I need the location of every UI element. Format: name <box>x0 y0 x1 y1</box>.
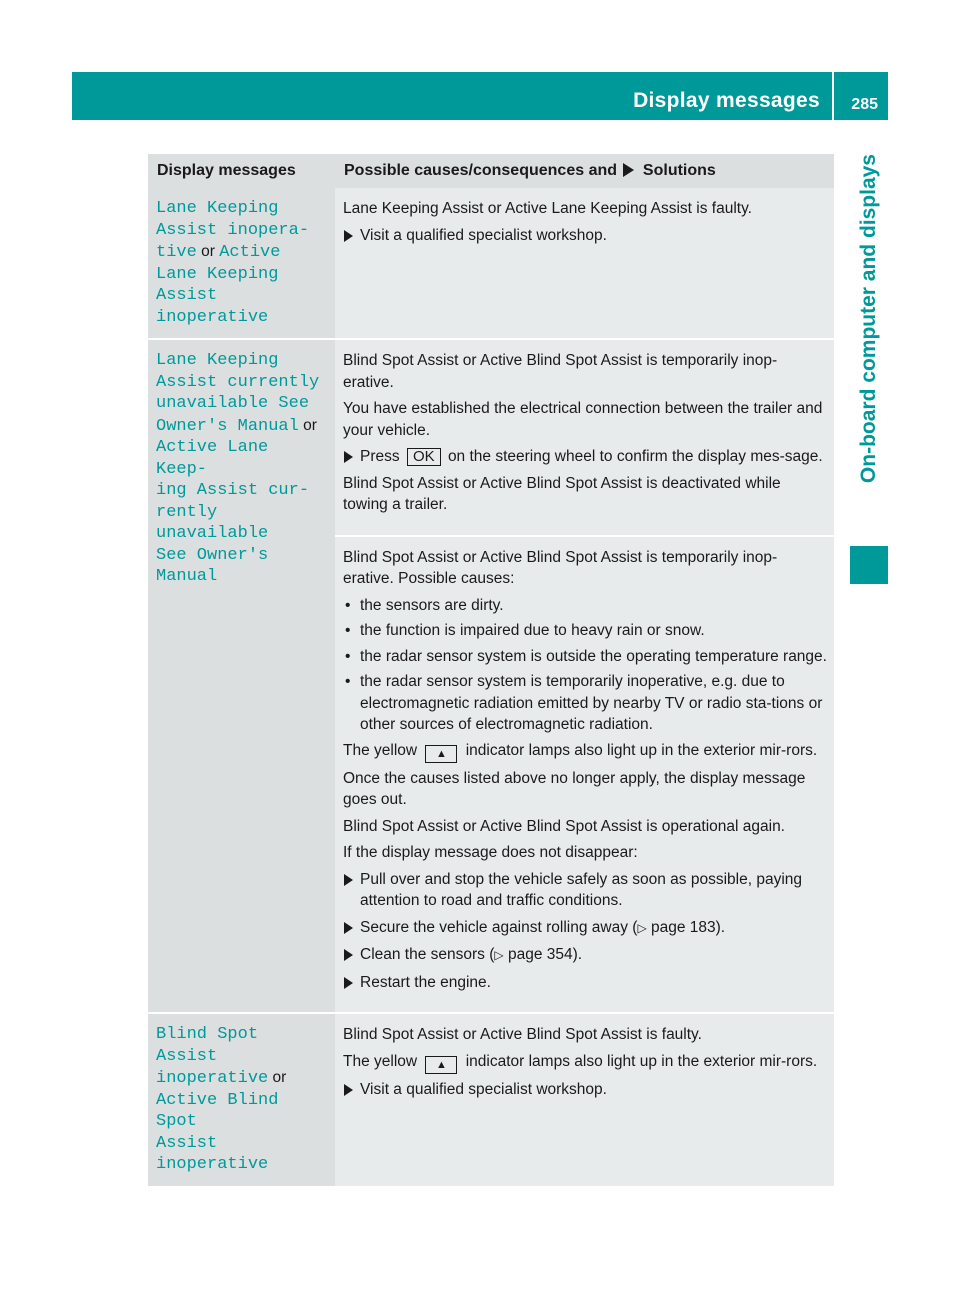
message-line: Assist inoperative <box>156 286 269 327</box>
description-text <box>343 1051 828 1074</box>
page-ref[interactable]: page 354). <box>507 946 583 963</box>
message-line: Lane Keeping <box>156 264 279 284</box>
step-text: Secure the vehicle against rolling away ( <box>360 918 638 936</box>
page-ref-arrow-icon: ▷ <box>637 920 647 935</box>
message-line: Owner's Manual <box>156 416 299 436</box>
col-header-causes-solutions <box>335 154 834 188</box>
message-cell <box>148 339 335 1013</box>
col-header-display-messages: Display messages <box>148 154 335 188</box>
yellow-text: The yellow <box>343 1052 418 1070</box>
message-line: unavailable See <box>156 394 310 413</box>
description-text: If the display message does not disappear: <box>343 844 638 861</box>
solution-step <box>343 944 828 967</box>
message-line: Active Lane Keep- <box>156 438 269 479</box>
message-line: Lane Keeping <box>156 199 279 218</box>
message-line: Blind Spot Assist <box>156 1025 259 1066</box>
page-header <box>72 72 888 120</box>
table-row <box>148 188 834 339</box>
cause-bullet: • the radar sensor system is outside the operating temperature range. <box>343 646 828 668</box>
yellow-text-rest: indicator lamps also light up in the exterior mir-rors. <box>465 1052 818 1070</box>
description-text <box>343 740 828 763</box>
message-line: Assist inopera- <box>156 220 310 240</box>
description-text: Blind Spot Assist or Active Blind Spot Assist is operational again. <box>343 817 785 835</box>
side-tab-label: On-board computer and displays <box>857 154 880 484</box>
message-line: Lane Keeping <box>156 351 279 370</box>
ok-key-icon: OK <box>407 448 441 466</box>
table-row <box>148 1013 834 1187</box>
blind-spot-lamp-icon: ▲ <box>425 1056 457 1074</box>
description-text: Blind Spot Assist or Active Blind Spot Assist is deactivated while towing a trailer. <box>343 474 781 513</box>
message-line: tive <box>156 243 197 262</box>
cause-bullet: • the radar sensor system is temporarily inoperative, e.g. due to electromagnetic radiation emitted by nearby TV or radio sta-tions or other sources of electromagnetic radiation. <box>343 671 828 736</box>
yellow-text: The yellow <box>343 741 418 759</box>
or-word: or <box>303 416 317 434</box>
message-cell <box>148 1013 335 1187</box>
header-divider <box>832 72 834 120</box>
solution-step <box>343 446 828 468</box>
solution-step: Visit a qualified specialist workshop. <box>343 1079 828 1101</box>
description-text: Blind Spot Assist or Active Blind Spot Assist is temporarily inop-erative. <box>343 352 778 391</box>
page-number: 285 <box>851 96 878 113</box>
description-text: Lane Keeping Assist or Active Lane Keeping Assist is faulty. <box>343 200 752 217</box>
message-line: Assist inoperative <box>156 1133 269 1174</box>
table-header-row <box>148 154 834 188</box>
description-cell <box>335 536 834 1014</box>
step-text: Press <box>360 448 400 465</box>
yellow-text-rest: indicator lamps also light up in the exterior mir-rors. <box>465 741 818 759</box>
description-cell <box>335 1013 834 1187</box>
description-text: Blind Spot Assist or Active Blind Spot Assist is temporarily inop-erative. Possible causes: <box>343 548 778 587</box>
page-ref-arrow-icon: ▷ <box>494 948 504 962</box>
message-line: rently unavailable <box>156 502 269 543</box>
description-text: Blind Spot Assist or Active Blind Spot Assist is faulty. <box>343 1026 702 1043</box>
col-header-causes: Possible causes/consequences and <box>344 162 618 179</box>
cause-bullet: • the function is impaired due to heavy rain or snow. <box>343 620 828 642</box>
description-text: Once the causes listed above no longer apply, the display message goes out. <box>343 769 806 808</box>
message-line: Assist currently <box>156 372 320 392</box>
description-cell <box>335 339 834 536</box>
solution-step: Visit a qualified specialist workshop. <box>343 225 828 247</box>
solution-step <box>343 917 828 940</box>
solution-step: Pull over and stop the vehicle safely as soon as possible, paying attention to road and traffic conditions. <box>343 869 828 912</box>
page-ref[interactable]: page 183). <box>650 918 726 936</box>
description-text: You have established the electrical connection between the trailer and your vehicle. <box>343 400 823 439</box>
or-word: or <box>201 243 215 260</box>
side-tab <box>850 154 888 584</box>
col-header-solutions: Solutions <box>642 162 716 179</box>
description-cell <box>335 188 834 339</box>
message-cell <box>148 188 335 339</box>
message-line: inoperative <box>156 1069 269 1088</box>
step-text: Clean the sensors ( <box>360 946 495 963</box>
solution-step: Restart the engine. <box>343 972 828 994</box>
table-row <box>148 339 834 536</box>
blind-spot-lamp-icon: ▲ <box>425 745 457 763</box>
message-line: Active Blind Spot <box>156 1090 279 1131</box>
message-line: Active <box>219 243 281 262</box>
cause-bullet: • the sensors are dirty. <box>343 595 828 617</box>
header-title: Display messages <box>633 89 820 112</box>
side-color-block <box>850 546 888 584</box>
display-messages-table <box>148 154 834 1188</box>
or-word: or <box>272 1069 287 1086</box>
message-line: ing Assist cur- <box>156 481 310 500</box>
arrow-right-icon <box>623 163 634 177</box>
message-line: See Owner's Manual <box>156 545 269 586</box>
step-text: on the steering wheel to confirm the display mes-sage. <box>447 448 823 465</box>
